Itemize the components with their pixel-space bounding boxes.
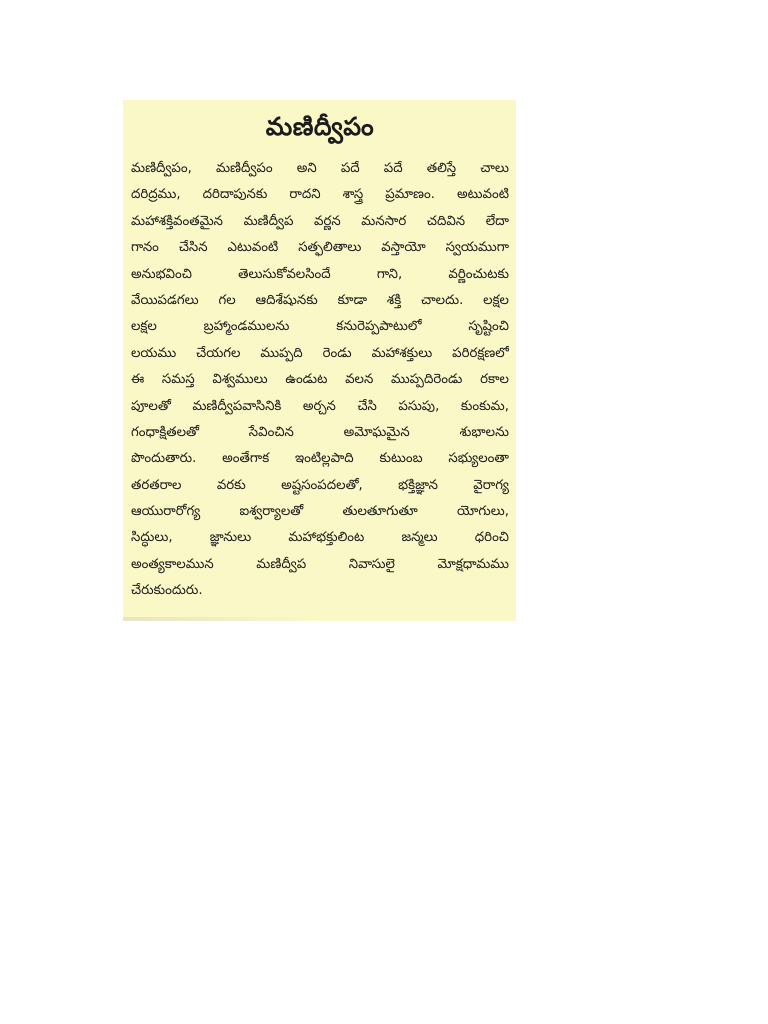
article-word: అంత్యకాలమున xyxy=(131,556,214,572)
article-line xyxy=(131,367,509,393)
article-word: అనుభవించి xyxy=(131,266,192,282)
article-word: అంతేగాక xyxy=(222,451,270,467)
article-line xyxy=(131,420,509,446)
article-word: నివాసులై xyxy=(348,556,395,572)
article-word: వర్ణించుటకు xyxy=(448,266,509,282)
article-word: ఆదిశేషునకు xyxy=(255,292,318,308)
article-word: సృష్టించి xyxy=(468,319,509,335)
article-word: రకాల xyxy=(480,372,509,388)
article-word: ఉండుట xyxy=(285,372,328,388)
article-word: స్వయముగా xyxy=(445,240,509,256)
article-word: ఇంటిల్లపాది xyxy=(294,451,354,467)
article-word: చేసి xyxy=(357,398,377,414)
article-word: దరిదాపునకు xyxy=(202,187,268,203)
article-word: మణిద్వీపవాసినికి xyxy=(192,398,282,414)
article-word: మణిద్వీప xyxy=(243,213,294,229)
article-word: లయము xyxy=(131,345,177,361)
article-word: పూలతో xyxy=(131,398,171,414)
article-word: వలన xyxy=(345,372,374,388)
article-word: గంధాక్షితలతో xyxy=(131,424,200,440)
article-line xyxy=(131,262,509,288)
article-word: మణిద్వీప xyxy=(256,556,307,572)
article-word: పసుపు, xyxy=(398,398,440,414)
article-body xyxy=(131,156,509,605)
article-word: రాదని xyxy=(289,187,321,203)
article-word: జన్మలు xyxy=(401,530,438,546)
article-word: మోక్షధామము xyxy=(437,556,509,572)
article-word: కుటుంబ xyxy=(379,451,423,467)
article-word: చాలు xyxy=(480,161,509,176)
article-word: పదే xyxy=(340,161,360,176)
article-word: మణిద్వీపం, xyxy=(131,161,192,176)
article-word: ఐశ్వర్యాలతో xyxy=(239,504,304,520)
article-line xyxy=(131,473,509,499)
article-word: సిద్ధులు, xyxy=(131,530,173,546)
article-line xyxy=(131,182,509,208)
article-word: సేవించిన xyxy=(248,424,294,440)
article-word: మనసార xyxy=(361,213,407,229)
article-word: మణిద్వీపం xyxy=(215,161,273,176)
article-word: మహాశక్తులు xyxy=(371,345,433,361)
article-line xyxy=(131,446,509,472)
article-word: జ్ఞానులు xyxy=(209,530,252,546)
article-word: రెండు xyxy=(322,345,352,361)
article-word: బ్రహ్మాండములను xyxy=(203,319,290,335)
article-line xyxy=(131,552,509,578)
article-word: గాని, xyxy=(376,266,403,282)
article-line xyxy=(131,525,509,551)
article-word: మహాశక్తివంతమైన xyxy=(131,213,224,229)
article-word: పరిరక్షణలో xyxy=(452,345,509,361)
article-word: శక్తి xyxy=(386,292,402,308)
article-word: మహాభక్తులింట xyxy=(288,530,365,546)
article-word: చేరుకుందురు. xyxy=(131,583,203,599)
article-word: గానం xyxy=(131,240,159,256)
article-word: వస్తాయో xyxy=(381,240,426,256)
article-line xyxy=(131,156,509,182)
article-word: చేసిన xyxy=(178,240,208,256)
article-word: ఈ xyxy=(131,372,145,388)
article-word: విశ్వములు xyxy=(212,372,268,388)
article-word: అమోఘమైన xyxy=(343,424,410,440)
article-word: గల xyxy=(218,292,236,308)
article-line xyxy=(131,341,509,367)
article-word: ఎటువంటి xyxy=(227,240,279,256)
article-word: ముప్పది xyxy=(260,345,303,361)
article-line-last xyxy=(131,578,509,604)
article-word: తలిస్తే xyxy=(426,161,457,176)
article-word: కూడా xyxy=(337,292,368,308)
article-line xyxy=(131,314,509,340)
article-word: శుభాలను xyxy=(459,424,509,440)
article-word: దరిద్రము, xyxy=(131,187,181,203)
article-line xyxy=(131,209,509,235)
article-line xyxy=(131,288,509,314)
article-word: ఆయురారోగ్య xyxy=(131,504,201,520)
article-title: మణిద్వీపం xyxy=(265,112,375,141)
article-line xyxy=(131,235,509,261)
article-word: చదివిన xyxy=(426,213,466,229)
article-word: పదే xyxy=(383,161,403,176)
article-word: కనురెప్పపాటులో xyxy=(336,319,422,335)
article-word: ధరించి xyxy=(474,530,509,546)
article-line xyxy=(131,394,509,420)
article-word: సత్ఫలితాలు xyxy=(298,240,362,256)
article-word: లేదా xyxy=(485,213,509,229)
article-word: శాస్త్ర xyxy=(342,187,364,203)
article-line xyxy=(131,499,509,525)
article-word: ముప్పదిరెండు xyxy=(391,372,463,388)
article-word: చేయగల xyxy=(196,345,241,361)
article-word: వైరాగ్య xyxy=(473,477,509,493)
article-word: కుంకుమ, xyxy=(460,398,509,414)
article-word: భక్తిజ్ఞాన xyxy=(398,477,438,493)
article-word: సభ్యులంతా xyxy=(448,451,509,467)
article-word: అని xyxy=(296,161,317,176)
article-word: లక్షల xyxy=(483,292,509,308)
article-word: తరతరాల xyxy=(131,477,182,493)
article-word: తులతూగుతూ xyxy=(342,504,418,520)
article-word: వేయిపడగలు xyxy=(131,292,199,308)
article-word: సమస్త xyxy=(161,372,195,388)
article-word: లక్షల xyxy=(131,319,157,335)
article-word: చాలదు. xyxy=(420,292,464,308)
article-word: అటువంటి xyxy=(457,187,509,203)
article-word: వర్ణన xyxy=(314,213,341,229)
newspaper-clipping xyxy=(123,100,516,621)
article-word: యోగులు, xyxy=(456,504,509,520)
article-word: వరకు xyxy=(216,477,246,493)
article-word: పొందుతారు. xyxy=(131,451,197,467)
article-word: ప్రమాణం. xyxy=(385,187,435,203)
article-word: తెలుసుకోవలసిందే xyxy=(238,266,331,282)
article-word: అష్టసంపదలతో, xyxy=(281,477,363,493)
article-word: అర్చన xyxy=(302,398,336,414)
